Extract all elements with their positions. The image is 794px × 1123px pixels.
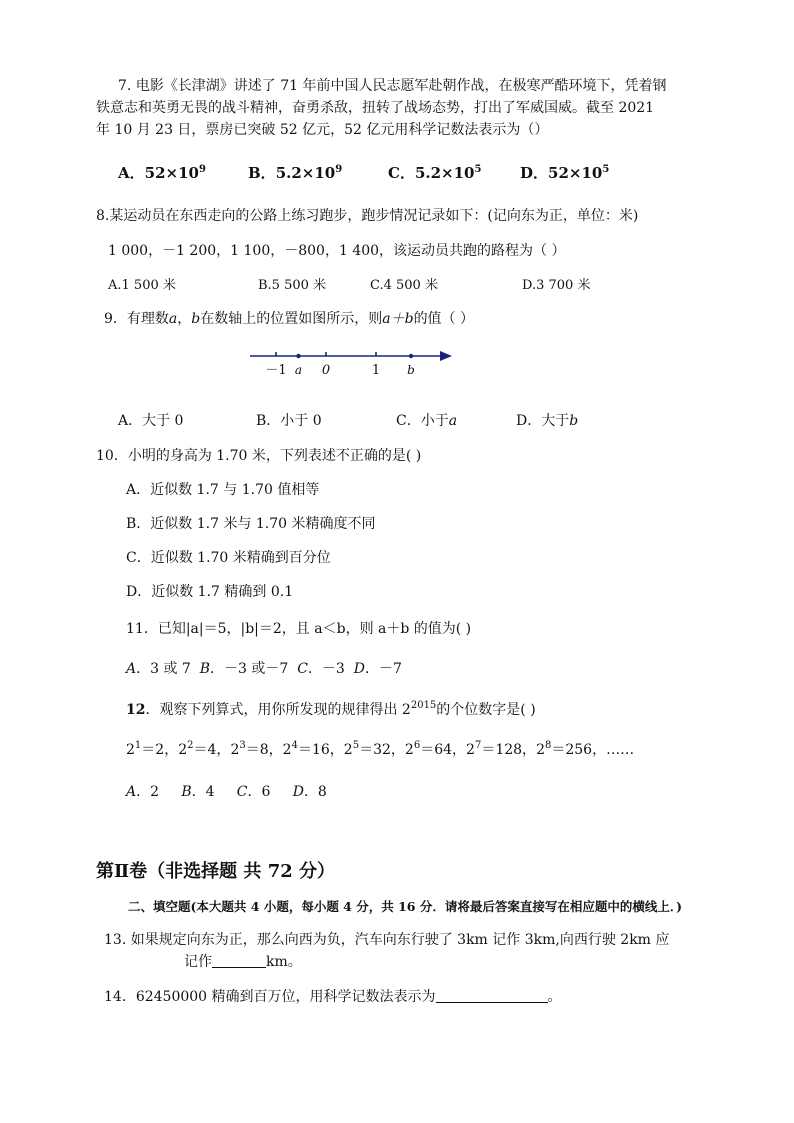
q8-option-d: D.3 700 米 bbox=[522, 278, 591, 293]
q9-option-d: D．大于b bbox=[516, 413, 579, 429]
q13-line-2: 记作 km。 bbox=[184, 954, 302, 970]
q8-line-1: 8.某运动员在东西走向的公路上练习跑步，跑步情况记录如下：(记向东为正，单位：米) bbox=[96, 208, 639, 224]
q10-option-c: C．近似数 1.70 米精确到百分位 bbox=[126, 550, 331, 566]
q10-option-b: B．近似数 1.7 米与 1.70 米精确度不同 bbox=[126, 516, 376, 532]
q11-stem: 11．已知|a|＝5，|b|＝2，且 a＜b，则 a＋b 的值为( ) bbox=[126, 621, 472, 637]
q9-option-c: C．小于a bbox=[396, 413, 458, 429]
section-2-subtitle: 二、填空题(本大题共 4 小题，每小题 4 分，共 16 分．请将最后答案直接写在相应题中的横线上．) bbox=[128, 899, 682, 914]
q13-answer-blank[interactable] bbox=[212, 953, 266, 968]
q8-line-2: 1 000，－1 200，1 100，－800，1 400，该运动员共跑的路程为（ ） bbox=[108, 243, 566, 259]
number-line-label-0: －1 bbox=[265, 363, 287, 378]
q13-line-1: 13. 如果规定向东为正，那么向西为负，汽车向东行驶了 3km 记作 3km,向西行驶 2km 应 bbox=[104, 932, 670, 948]
q10-stem: 10．小明的身高为 1.70 米，下列表述不正确的是( ) bbox=[96, 448, 422, 464]
q7-option-a: A．$52\times 10^9$ bbox=[118, 164, 206, 182]
q10-option-a: A．近似数 1.7 与 1.70 值相等 bbox=[126, 482, 320, 498]
q8-option-c: C.4 500 米 bbox=[370, 278, 438, 293]
q7-line-3: 年 10 月 23 日，票房已突破 52 亿元，52 亿元用科学记数法表示为（） bbox=[96, 122, 549, 138]
q11-options: A．3 或 7 B．－3 或－7 C．－3 D．－7 bbox=[126, 661, 402, 677]
section-2-title: 第Ⅱ卷（非选择题 共 72 分） bbox=[96, 861, 336, 882]
q9-stem: 9．有理数a，b在数轴上的位置如图所示，则a＋b的值（ ） bbox=[104, 311, 475, 327]
power-item: $2^1=2$， bbox=[126, 740, 179, 758]
power-item: $2^2=4$， bbox=[178, 740, 231, 758]
q7-option-c: C．$5.2\times 10^5$ bbox=[388, 164, 482, 182]
q12-powers bbox=[126, 740, 634, 760]
q7-line-1: 7. 电影《长津湖》讲述了 71 年前中国人民志愿军赴朝作战，在极寒严酷环境下，凭着钢 bbox=[118, 78, 667, 94]
q9-option-a: A．大于 0 bbox=[118, 413, 184, 429]
power-item: $2^8=256$，…… bbox=[536, 740, 635, 758]
q14-answer-blank[interactable] bbox=[436, 988, 548, 1003]
number-line-mark-4 bbox=[409, 354, 413, 358]
q7-option-b: B．$5.2\times 10^9$ bbox=[248, 164, 343, 182]
q12-stem: 12．观察下列算式，用你所发现的规律得出 $2^{2015}$的个位数字是( ) bbox=[126, 700, 536, 718]
power-item: $2^5=32$， bbox=[343, 740, 405, 758]
number-line-label-1: a bbox=[294, 363, 303, 377]
q7-line-2: 铁意志和英勇无畏的战斗精神，奋勇杀敌，扭转了战场态势，打出了军威国威。截至 2021 bbox=[96, 100, 655, 116]
number-line-label-4: b bbox=[407, 363, 415, 377]
number-line-mark-1 bbox=[296, 354, 300, 358]
q7-option-d: D．$52\times 10^5$ bbox=[520, 164, 610, 182]
q12-options: A．2 B．4 C．6 D．8 bbox=[126, 784, 327, 800]
number-line-figure bbox=[240, 342, 470, 384]
power-item: $2^6=64$， bbox=[404, 740, 467, 758]
power-item: $2^3=8$， bbox=[230, 740, 283, 758]
number-line-label-2: 0 bbox=[321, 363, 331, 378]
q8-option-a: A.1 500 米 bbox=[108, 278, 176, 293]
q9-option-b: B．小于 0 bbox=[256, 413, 322, 429]
q10-option-d: D．近似数 1.7 精确到 0.1 bbox=[126, 584, 294, 600]
q14-line: 14．62450000 精确到百万位，用科学记数法表示为 。 bbox=[104, 989, 562, 1005]
q8-option-b: B.5 500 米 bbox=[258, 278, 327, 293]
power-item: $2^7=128$， bbox=[466, 740, 537, 758]
power-item: $2^4=16$， bbox=[282, 740, 344, 758]
number-line-arrow-icon bbox=[440, 351, 452, 361]
number-line-label-3: 1 bbox=[371, 363, 381, 378]
